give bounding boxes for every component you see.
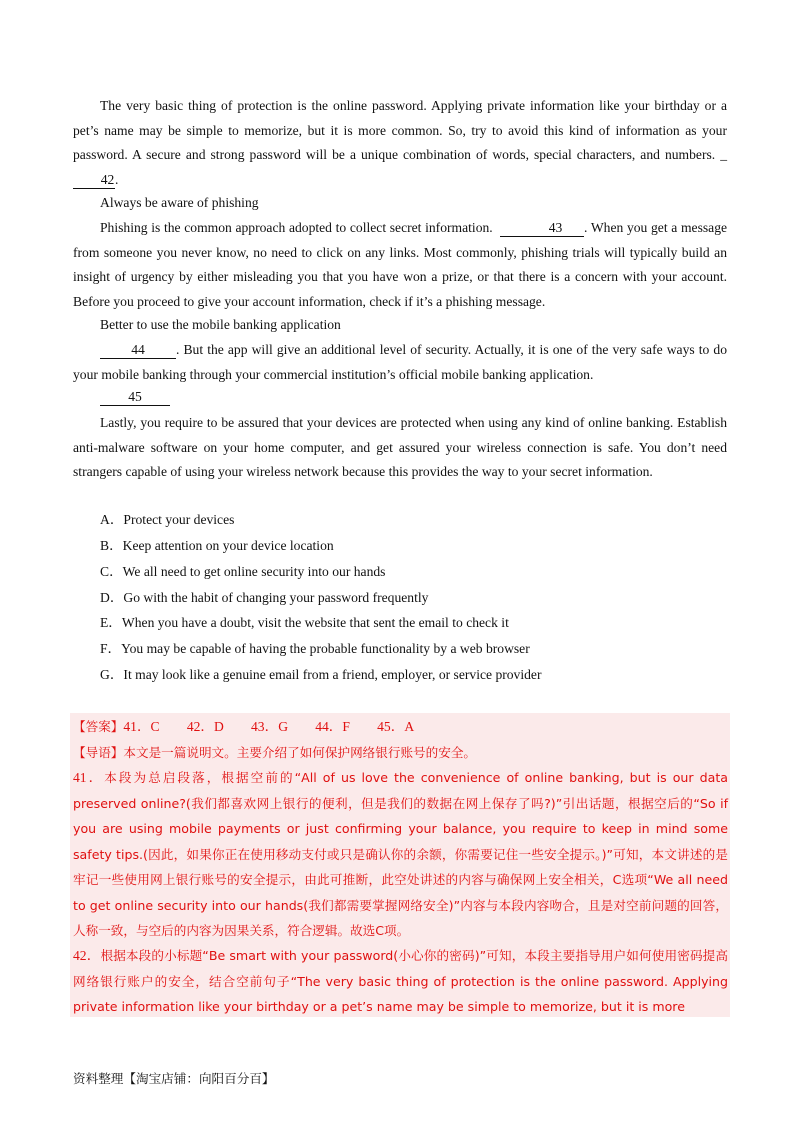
blank-44: 44 — [100, 342, 176, 359]
answer-values: 41．C 42．D 43．G 44．F 45．A — [123, 719, 415, 734]
option-letter: E． — [100, 615, 122, 630]
option-text: Go with the habit of changing your password frequently — [123, 590, 429, 605]
guide-line — [73, 740, 728, 766]
option-text: You may be capable of having the probable functionality by a web browser — [121, 641, 530, 656]
guide-label: 【导语】 — [73, 745, 124, 760]
option-letter: F． — [100, 641, 122, 656]
option-text: Keep attention on your device location — [122, 538, 334, 553]
option-b — [100, 536, 334, 556]
explanation-text: 根据本段的小标题“Be smart with your password(小心你的密码)”可知，本段主要指导用户如何使用密码提高网络银行账户的安全，结合空前句子“The very basic thing of protection is the online password. Applying private information like your birthday or a pet’s name may be simple to memorize, but it is more — [73, 948, 729, 1014]
passage-paragraph-devices — [73, 411, 727, 485]
option-g — [100, 665, 542, 685]
passage-paragraph-mobile — [73, 338, 727, 387]
option-text: It may look like a genuine email from a friend, employer, or service provider — [123, 667, 542, 682]
paragraph-text: The very basic thing of protection is the online password. Applying private information like your birthday or a pet’s name may be simple to memorize, but it is more common. So, try to avoid this kind of information as your password. A secure and strong password will be a unique combination of words, special characters, and numbers. — [73, 98, 727, 162]
option-letter: D． — [100, 590, 124, 605]
explanation-41 — [73, 765, 728, 944]
question-number: 41． — [73, 770, 105, 785]
passage-paragraph-phishing — [73, 216, 727, 314]
option-letter: A． — [100, 512, 124, 527]
explanation-42 — [73, 943, 728, 1020]
option-letter: B． — [100, 538, 123, 553]
blank-lead: _ — [720, 147, 727, 162]
option-d — [100, 588, 428, 608]
paragraph-text: Phishing is the common approach adopted to collect secret information. — [100, 220, 493, 235]
option-e — [100, 613, 509, 633]
option-text: When you have a doubt, visit the website that sent the email to check it — [121, 615, 509, 630]
paragraph-text: . But the app will give an additional level of security. Actually, it is one of the very safe ways to do your mobile banking through your commercial institution’s official mobile banking application. — [73, 342, 727, 382]
subheading-blank-45 — [100, 387, 170, 407]
option-letter: G． — [100, 667, 124, 682]
paragraph-text: . When you get a message from someone you never know, no need to click on any links. Most commonly, phishing trials will typically build an insight of urgency by either misleading you that you have won a prize, or that there is a concern with your account. Before you proceed to give your account information, check if it’s a phishing message. — [73, 220, 728, 309]
subheading-phishing: Always be aware of phishing — [100, 195, 259, 210]
blank-43: 43 — [500, 220, 584, 237]
answer-label: 【答案】 — [73, 719, 124, 734]
option-f — [100, 639, 530, 659]
option-text: We all need to get online security into our hands — [122, 564, 386, 579]
guide-text: 本文是一篇说明文。主要介绍了如何保护网络银行账号的安全。 — [123, 745, 476, 760]
blank-tail: . — [115, 171, 119, 187]
option-c — [100, 562, 385, 582]
question-number: 42． — [73, 948, 101, 963]
blank-45: 45 — [100, 389, 170, 406]
footer-source: 资料整理【淘宝店铺：向阳百分百】 — [73, 1071, 275, 1086]
option-letter: C． — [100, 564, 123, 579]
answer-line — [73, 714, 728, 740]
explanation-text: 本段为总启段落，根据空前的“All of us love the convenience of online banking, but is our data preserved online?(我们都喜欢网上银行的便利，但是我们的数据在网上保存了吗?)”引出话题，根据空后的“So if you are using mobile payments or just confirming your balance, you require to keep in mind some safety tips.(因此，如果你正在使用移动支付或只是确认你的余额，你需要记住一些安全提示。)”可知，本文讲述的是牢记一些使用网上银行账号的安全提示，由此可推断，此空处讲述的内容与确保网上安全相关，C选项“We all need to get online security into our hands(我们都需要掌握网络安全)”内容与本段内容吻合，且是对空前问题的回答，人称一致，与空后的内容为因果关系，符合逻辑。故选C项。 — [73, 770, 728, 938]
option-a — [100, 510, 234, 530]
paragraph-text: Lastly, you require to be assured that your devices are protected when using any kind of online banking. Establish anti-malware software on your home computer, and get assured your wireless connection is safe. You don’t need strangers capable of using your wireless network because this provides the way to your secret information. — [73, 415, 727, 479]
passage-paragraph-password — [73, 94, 727, 192]
subheading-mobile-banking: Better to use the mobile banking application — [100, 317, 341, 332]
blank-42: 42 — [73, 172, 115, 189]
option-text: Protect your devices — [123, 512, 235, 527]
